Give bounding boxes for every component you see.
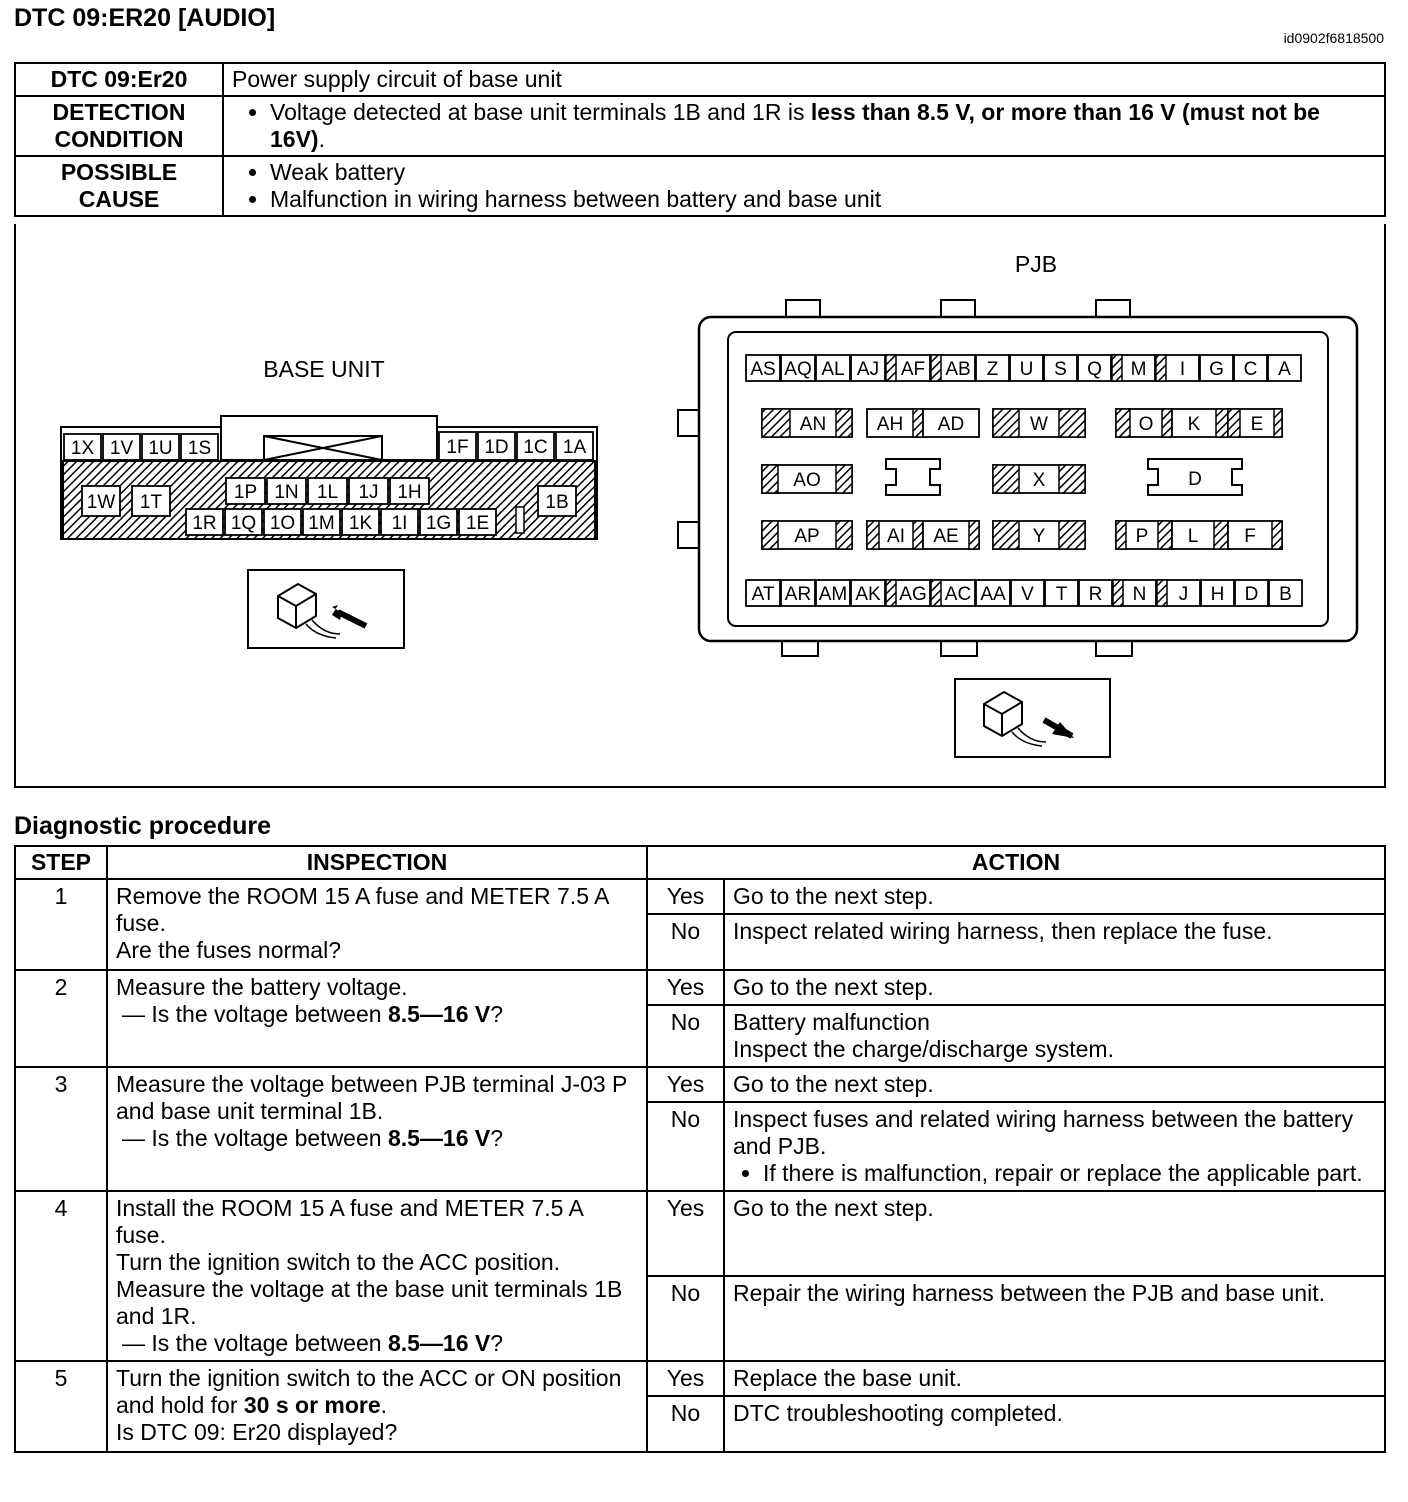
inspection-question	[116, 1330, 638, 1357]
yes-label: Yes	[647, 879, 724, 914]
inspection-line	[116, 1365, 638, 1419]
dtc-row	[15, 63, 1385, 96]
dtc-value: Power supply circuit of base unit	[223, 63, 1385, 96]
terminal-label: Y	[1032, 526, 1046, 547]
page-title: DTC 09:ER20 [AUDIO]	[14, 4, 276, 32]
terminal-cell	[478, 432, 515, 460]
detection-row	[15, 96, 1385, 156]
inspection-line: Is DTC 09: Er20 displayed?	[116, 1419, 398, 1445]
cause-value	[223, 156, 1385, 216]
terminal-cell	[1079, 580, 1112, 606]
no-action	[724, 1005, 1385, 1067]
terminal-label: H	[1210, 584, 1225, 605]
terminal-cell	[886, 355, 930, 381]
terminal-label: 1A	[562, 437, 587, 458]
cause-item: • Malfunction in wiring harness between battery and base unit	[270, 186, 1376, 213]
terminal-label: 1L	[316, 482, 339, 503]
terminal-label: E	[1250, 414, 1264, 435]
detection-item	[270, 99, 1376, 153]
terminal-cell	[1010, 355, 1043, 381]
terminal-label: D	[1244, 584, 1259, 605]
pjb-connector	[678, 300, 1357, 656]
terminal-label: D	[1188, 469, 1202, 490]
terminal-cell	[886, 580, 930, 606]
step-number: 3	[15, 1067, 107, 1191]
cause-row	[15, 156, 1385, 216]
question-suffix: ?	[490, 1125, 504, 1151]
procedure-table	[14, 845, 1386, 1453]
question-bold: 8.5—16 V	[387, 1330, 491, 1356]
terminal-label: I	[1179, 359, 1186, 380]
terminal-label: 1D	[484, 437, 509, 458]
terminal-cell	[923, 521, 979, 549]
terminal-label: 1B	[545, 492, 569, 513]
terminal-label: 1G	[425, 513, 452, 534]
terminal-label: P	[1135, 526, 1149, 547]
terminal-label: AP	[794, 526, 820, 547]
terminal-label: AO	[793, 470, 821, 491]
terminal-cell	[867, 521, 923, 549]
terminal-cell	[923, 409, 979, 437]
procedure-header	[15, 846, 1385, 879]
action-bullet: • If there is malfunction, repair or replace the applicable part.	[763, 1160, 1376, 1187]
terminal-label: AK	[855, 584, 881, 605]
terminal-cell	[851, 355, 885, 381]
base-unit-label: BASE UNIT	[263, 356, 385, 382]
terminal-label: X	[1032, 470, 1046, 491]
terminal-cell	[342, 509, 379, 535]
terminal-cell	[1228, 521, 1282, 549]
terminal-cell	[381, 509, 418, 535]
terminal-cell	[1235, 580, 1268, 606]
terminal-label: N	[1132, 584, 1147, 605]
terminal-label: S	[1054, 359, 1067, 380]
no-label: No	[647, 1102, 724, 1191]
terminal-cell	[517, 432, 554, 460]
step-header: STEP	[15, 846, 107, 879]
terminal-label: A	[1278, 359, 1291, 380]
terminal-cell	[993, 409, 1085, 437]
terminal-cell	[1200, 355, 1233, 381]
inspection-text: Turn the ignition switch to the ACC or ON position and hold for	[116, 1365, 622, 1418]
yes-label: Yes	[647, 1067, 724, 1102]
terminal-cell	[816, 355, 850, 381]
terminal-cell	[226, 478, 265, 504]
question-bold: 8.5—16 V	[387, 1001, 491, 1027]
terminal-cell	[390, 478, 429, 504]
terminal-label: AM	[818, 584, 848, 605]
connector-diagram-svg	[16, 224, 1388, 788]
inspection-line: Measure the voltage between PJB terminal J-03 P and base unit terminal 1B.	[116, 1071, 627, 1124]
terminal-label: 1U	[148, 438, 173, 459]
detection-value	[223, 96, 1385, 156]
terminal-label: G	[1209, 359, 1224, 380]
terminal-cell	[976, 580, 1010, 606]
terminal-label: AF	[900, 359, 926, 380]
terminal-label: AC	[944, 584, 972, 605]
yes-action: Go to the next step.	[724, 1067, 1385, 1102]
table-row	[15, 879, 1385, 914]
terminal-label: 1V	[109, 438, 134, 459]
terminal-label: K	[1187, 414, 1201, 435]
no-action	[724, 1102, 1385, 1191]
terminal-label: AT	[751, 584, 775, 605]
inspection-cell	[107, 1067, 647, 1191]
action-line: Inspect the charge/discharge system.	[733, 1036, 1114, 1062]
terminal-label: M	[1130, 359, 1147, 380]
step-number: 2	[15, 970, 107, 1067]
terminal-cell	[538, 486, 576, 516]
terminal-label: AR	[784, 584, 812, 605]
terminal-label: 1R	[192, 513, 217, 534]
dtc-label: DTC 09:Er20	[15, 63, 223, 96]
terminal-cell	[1234, 355, 1267, 381]
inspection-line: Turn the ignition switch to the ACC position.	[116, 1249, 561, 1275]
inspection-question	[116, 1001, 638, 1028]
question-suffix: ?	[490, 1001, 504, 1027]
action-line: Inspect fuses and related wiring harness between the battery and PJB.	[733, 1106, 1354, 1159]
terminal-cell	[781, 355, 815, 381]
detection-text: Voltage detected at base unit terminals 1B and 1R is	[270, 99, 811, 125]
terminal-label: L	[1187, 526, 1199, 547]
question-text: — Is the voltage between	[122, 1330, 388, 1356]
yes-action: Replace the base unit.	[724, 1361, 1385, 1396]
inspection-line: Remove the ROOM 15 A fuse and METER 7.5 A fuse.	[116, 883, 609, 936]
terminal-label: O	[1138, 414, 1154, 435]
yes-label: Yes	[647, 970, 724, 1005]
terminal-label: 1H	[397, 482, 422, 503]
terminal-cell	[746, 355, 780, 381]
terminal-cell	[993, 521, 1085, 549]
terminal-cell	[439, 432, 476, 460]
terminal-label: J	[1178, 584, 1189, 605]
terminal-label: 1P	[233, 482, 258, 503]
terminal-label: AB	[945, 359, 971, 380]
terminal-label: 1W	[86, 492, 116, 513]
terminal-label: R	[1088, 584, 1103, 605]
terminal-label: AH	[876, 414, 904, 435]
terminal-cell	[746, 580, 780, 606]
inspection-cell	[107, 1361, 647, 1452]
inspection-line: Install the ROOM 15 A fuse and METER 7.5 A fuse.	[116, 1195, 583, 1248]
terminal-label: AI	[887, 526, 905, 547]
detection-suffix: .	[318, 126, 325, 152]
terminal-label: AE	[933, 526, 959, 547]
terminal-cell	[1156, 355, 1199, 381]
terminal-cell	[132, 486, 170, 516]
terminal-label: F	[1244, 526, 1256, 547]
inspection-cell	[107, 1191, 647, 1361]
inspection-cell	[107, 879, 647, 970]
terminal-label: 1K	[348, 513, 373, 534]
yes-action: Go to the next step.	[724, 1191, 1385, 1276]
step-number: 1	[15, 879, 107, 970]
terminal-cell	[349, 478, 388, 504]
terminal-cell	[1172, 521, 1228, 549]
terminal-cell	[1116, 521, 1172, 549]
terminal-label: 1I	[391, 513, 408, 534]
yes-action: Go to the next step.	[724, 879, 1385, 914]
inspection-bold: 30 s or more	[243, 1392, 381, 1418]
terminal-cell	[82, 486, 120, 516]
step-number: 5	[15, 1361, 107, 1452]
question-text: — Is the voltage between	[122, 1001, 388, 1027]
terminal-cell	[1045, 580, 1078, 606]
base-unit-view-icon	[248, 570, 404, 648]
terminal-label: W	[1030, 414, 1048, 435]
terminal-cell	[1044, 355, 1077, 381]
terminal-cell	[931, 580, 975, 606]
terminal-cell	[267, 478, 306, 504]
inspection-cell	[107, 970, 647, 1067]
terminal-cell	[308, 478, 347, 504]
no-label: No	[647, 1396, 724, 1452]
no-label: No	[647, 1276, 724, 1361]
terminal-cell	[816, 580, 850, 606]
terminal-label: AQ	[784, 359, 812, 380]
terminal-label: 1F	[446, 437, 469, 458]
terminal-label: 1O	[269, 513, 296, 534]
terminal-cell	[1172, 409, 1228, 437]
yes-action: Go to the next step.	[724, 970, 1385, 1005]
terminal-cell	[1078, 355, 1111, 381]
document-id: id0902f6818500	[1283, 30, 1384, 46]
terminal-label: 1S	[187, 438, 212, 459]
table-row	[15, 1067, 1385, 1102]
question-text: — Is the voltage between	[122, 1125, 388, 1151]
terminal-cell	[1228, 409, 1282, 437]
terminal-label: 1J	[358, 482, 379, 503]
terminal-label: 1E	[465, 513, 490, 534]
terminal-label: Q	[1087, 359, 1102, 380]
terminal-cell	[762, 521, 852, 549]
terminal-cell	[142, 434, 179, 460]
terminal-label: 1N	[274, 482, 299, 503]
terminal-cell	[181, 434, 218, 460]
terminal-cell	[225, 509, 262, 535]
inspection-line: Are the fuses normal?	[116, 937, 342, 963]
terminal-label: Z	[986, 359, 999, 380]
action-header: ACTION	[647, 846, 1385, 879]
yes-label: Yes	[647, 1191, 724, 1276]
table-row	[15, 970, 1385, 1005]
terminal-label: C	[1243, 359, 1258, 380]
pjb-label: PJB	[1014, 251, 1058, 277]
connector-diagram	[14, 224, 1386, 788]
step-number: 4	[15, 1191, 107, 1361]
terminal-cell	[303, 509, 340, 535]
cause-item: • Weak battery	[270, 159, 1376, 186]
terminal-label: V	[1021, 584, 1034, 605]
no-action: Inspect related wiring harness, then replace the fuse.	[724, 914, 1385, 970]
terminal-cell	[851, 580, 885, 606]
terminal-cell	[1112, 355, 1155, 381]
terminal-label: 1C	[523, 437, 548, 458]
terminal-cell	[1011, 580, 1044, 606]
procedure-title: Diagnostic procedure	[14, 812, 271, 840]
terminal-label: 1X	[70, 438, 95, 459]
terminal-cell	[459, 509, 496, 535]
terminal-cell	[264, 509, 301, 535]
no-label: No	[647, 914, 724, 970]
inspection-suffix: .	[380, 1392, 388, 1418]
terminal-cell	[556, 432, 593, 460]
terminal-cell	[420, 509, 457, 535]
terminal-cell	[64, 434, 101, 460]
terminal-label: AL	[821, 359, 845, 380]
terminal-cell	[1201, 580, 1234, 606]
terminal-label: AN	[799, 414, 827, 435]
yes-label: Yes	[647, 1361, 724, 1396]
terminal-cell	[781, 580, 815, 606]
table-row	[15, 1191, 1385, 1276]
terminal-label: T	[1055, 584, 1068, 605]
terminal-cell	[762, 465, 852, 493]
question-bold: 8.5—16 V	[387, 1125, 491, 1151]
no-action: Repair the wiring harness between the PJB and base unit.	[724, 1276, 1385, 1361]
terminal-cell	[976, 355, 1009, 381]
terminal-cell	[1113, 580, 1156, 606]
base-unit-connector	[61, 416, 597, 539]
inspection-question	[116, 1125, 638, 1152]
terminal-cell	[1157, 580, 1200, 606]
inspection-header: INSPECTION	[107, 846, 647, 879]
inspection-line: Measure the battery voltage.	[116, 974, 408, 1000]
terminal-label: AA	[980, 584, 1006, 605]
detection-bold: less than 8.5 V, or more than 16 V (must not be 16V)	[270, 99, 1320, 152]
table-row	[15, 1361, 1385, 1396]
terminal-cell	[1268, 355, 1301, 381]
terminal-cell	[931, 355, 975, 381]
inspection-line: Measure the voltage at the base unit terminals 1B and 1R.	[116, 1276, 623, 1329]
no-action: DTC troubleshooting completed.	[724, 1396, 1385, 1452]
terminal-label: B	[1279, 584, 1292, 605]
pjb-view-icon	[955, 679, 1110, 757]
terminal-label: 1Q	[230, 513, 257, 534]
terminal-cell	[762, 409, 852, 437]
question-suffix: ?	[490, 1330, 504, 1356]
terminal-cell	[993, 465, 1085, 493]
terminal-cell	[186, 509, 223, 535]
terminal-cell	[867, 409, 923, 437]
cause-label: POSSIBLE CAUSE	[15, 156, 223, 216]
no-label: No	[647, 1005, 724, 1067]
detection-label: DETECTION CONDITION	[15, 96, 223, 156]
terminal-label: U	[1019, 359, 1034, 380]
terminal-cell	[103, 434, 140, 460]
terminal-cell	[1116, 409, 1172, 437]
terminal-label: 1T	[139, 492, 163, 513]
terminal-label: AD	[937, 414, 965, 435]
terminal-label: 1M	[308, 513, 335, 534]
dtc-info-table	[14, 62, 1386, 217]
terminal-label: AG	[899, 584, 927, 605]
terminal-label: AJ	[856, 359, 880, 380]
terminal-label: AS	[750, 359, 776, 380]
action-line: Battery malfunction	[733, 1009, 930, 1035]
terminal-cell	[1269, 580, 1302, 606]
